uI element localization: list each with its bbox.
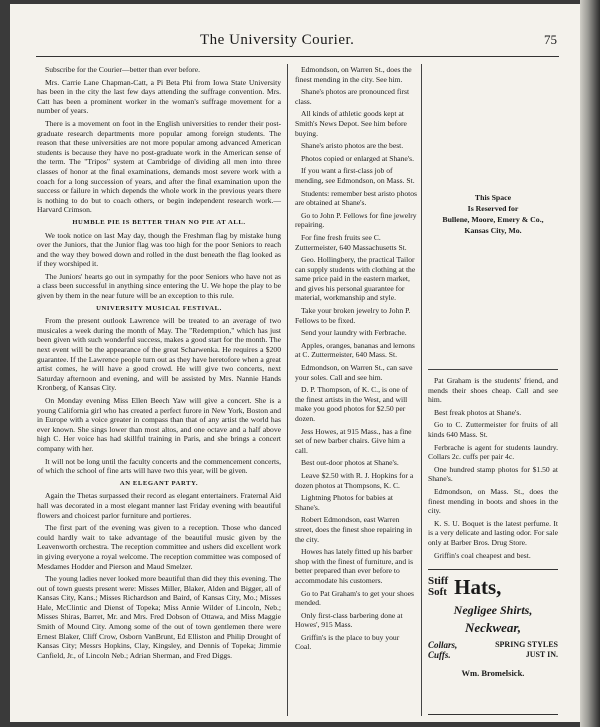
column-2-notices bbox=[295, 65, 417, 655]
notice-item: Go to John P. Fellows for fine jewelry repairing. bbox=[295, 210, 417, 230]
paragraph: Subscribe for the Courier—better than ever before. bbox=[45, 65, 200, 74]
page-edge bbox=[580, 0, 600, 727]
paragraph: We took notice on last May day, though the Freshman flag by mistake hung over the Juniors, that the Junior flag was too high for the poor Seniors to reach and the way they bowed down and rolled in the dust beneath the flag looked as if they worshiped it. bbox=[37, 230, 281, 269]
page-title: The University Courier. bbox=[200, 32, 355, 48]
paragraph: The young ladies never looked more beautiful than did they this evening. The out of town guests present were: Misses Miller, Blaker, Alden and Bigger, all of Kansas City, Kans.; Misses Richardson and Baird, of Kansas City, Mo.; Misses Hale, McClintic and Dienst of Topeka; Miss Annie Wilder of Lincoln, Neb.; Misses Shiras, Barret, Mr. and Mrs. Fred Dobson of Ottawa, and Miss Maggie Smith of Mound City. Among some of the out of town gentlemen there were Ernest Blaker, Cliff Crow, Osborn VanBrunt, Ed Elliston and Philip Drought of Kansas City; Messrs Hopkins, Clay, Kingsley, and Dennis of Topeka; Jimmie Canfield, Jr., of Lincoln Neb.; Adrian Sherman, and Fred Diggs. bbox=[37, 574, 281, 660]
notice-item: If you want a first-class job of mending, see Edmondson, on Mass. St. bbox=[295, 166, 415, 185]
paragraph: Again the Thetas surpassed their record as elegant entertainers. Fraternal Aid hall was decorated in a most elegant manner last Friday evening with beautiful flowers and choicest parlor furniture and portieres. bbox=[37, 491, 281, 520]
ad-line: Is Reserved for bbox=[467, 204, 519, 213]
section-heading: AN ELEGANT PARTY. bbox=[119, 479, 199, 487]
ad-line: Bullene, Moore, Emery & Co., bbox=[442, 215, 544, 224]
notice-item: Only first-class barbering done at Howes', 915 Mass. bbox=[295, 610, 403, 630]
page-header bbox=[10, 32, 575, 54]
page-number: 75 bbox=[544, 32, 557, 47]
notice-item: Griffin's coal cheapest and best. bbox=[434, 550, 531, 560]
ad-divider bbox=[428, 569, 558, 570]
column-divider bbox=[287, 64, 288, 716]
notice-item: Lightning Photos for babies at Shane's. bbox=[295, 493, 393, 512]
ad-collars: Collars, bbox=[428, 640, 458, 650]
notice-item: Photos copied or enlarged at Shane's. bbox=[301, 153, 415, 163]
ad-merchant-name: Wm. Bromelsick. bbox=[461, 668, 525, 678]
notice-item: Shane's photos are pronounced first class. bbox=[295, 87, 410, 106]
hats-advertisement bbox=[428, 569, 558, 709]
paragraph: On Monday evening Miss Ellen Beech Yaw will give a concert. She is a young California girl who has created a perfect furore in New York, Boston and in Europe with a voice greater in compass than that of any artist the world has ever known. She sings lower than most altos, and one octave and a half above high C. Her voice has had skillful training in Paris, and she brings a concert company with her. bbox=[37, 396, 281, 453]
notice-item: For fine fresh fruits see C. Zuttermeister, 640 Massachusetts St. bbox=[295, 232, 407, 252]
notice-item: Edmondson, on Mass. St., does the finest mending in boots and shoes in the city. bbox=[428, 486, 558, 516]
ad-spring-styles: SPRING STYLES bbox=[495, 640, 558, 649]
notice-item: Edmondson, on Warren St., can save your soles. Call and see him. bbox=[295, 363, 413, 382]
notice-item: Go to Pat Graham's to get your shoes mended. bbox=[295, 588, 414, 608]
paragraph: It will not be long until the faculty concerts and the commencement concerts, of which the school of fine arts will have two this year, will be given. bbox=[37, 456, 281, 476]
paragraph: The Juniors' hearts go out in sympathy for the poor Seniors who have not as a class been successful in anything since entering the U. We hope the play to be given by them in the near future will be an exception to this rule. bbox=[37, 271, 281, 301]
ad-divider bbox=[428, 369, 558, 370]
notice-item: One hundred stamp photos for $1.50 at Shane's. bbox=[428, 464, 558, 484]
notice-item: All kinds of athletic goods kept at Smith's News Depot. See him before buying. bbox=[295, 109, 407, 138]
ad-neckwear: Neckwear, bbox=[465, 620, 521, 635]
notice-item: Edmondson, on Warren St., does the finest mending in the city. See him. bbox=[295, 65, 412, 84]
notice-item: Jess Howes, at 915 Mass., has a fine set of new barber chairs. Give him a call. bbox=[295, 426, 412, 455]
section-heading: UNIVERSITY MUSICAL FESTIVAL. bbox=[96, 304, 222, 312]
notice-item: Pat Graham is the students' friend, and mends their shoes cheap. Call and see him. bbox=[428, 376, 558, 405]
ad-stiff: Stiff bbox=[428, 575, 449, 587]
notice-item: Leave $2.50 with R. J. Hopkins for a dozen photos at Thompsons, K. C. bbox=[295, 470, 414, 490]
notice-item: Ferbrache is agent for students laundry. Collars 2c. cuffs per pair 4c. bbox=[428, 442, 558, 462]
notice-item: Students: remember best aristo photos are obtained at Shane's. bbox=[295, 188, 417, 208]
ad-negligee: Negligee Shirts, bbox=[453, 603, 533, 617]
notice-item: Take your broken jewelry to John P. Fellows to be fixed. bbox=[295, 306, 411, 325]
ad-hats: Hats, bbox=[454, 575, 502, 599]
notice-item: Howes has lately fitted up his barber shop with the finest of furniture, and is better prepared than ever before to accommodate his customers. bbox=[295, 547, 414, 585]
ad-soft: Soft bbox=[428, 586, 447, 598]
ad-bottom-rule bbox=[428, 714, 558, 715]
notice-item: Shane's aristo photos are the best. bbox=[301, 141, 404, 151]
column-divider bbox=[421, 64, 422, 716]
reserved-ad-space bbox=[428, 174, 558, 269]
header-rule bbox=[36, 56, 559, 57]
notice-item: Robert Edmondson, east Warren street, does the finest shoe repairing in the city. bbox=[295, 515, 413, 544]
notice-item: Apples, oranges, bananas and lemons at C. Zuttermeister, 640 Mass. St. bbox=[295, 340, 415, 360]
ad-line: Kansas City, Mo. bbox=[464, 226, 522, 235]
section-heading: HUMBLE PIE IS BETTER THAN NO PIE AT ALL. bbox=[72, 218, 246, 226]
paragraph: The first part of the evening was given to a reception. Those who danced could hardly wait to take advantage of the beautiful music given by the Leavenworth orchestra. The reception committee and ushers did excellent work in giving everyone a royal welcome. The reception committee was composed of Mesdames Hodder and Pierson and Maud Smelzer. bbox=[37, 523, 281, 571]
newspaper-page bbox=[10, 4, 580, 722]
notice-item: Geo. Hollingbery, the practical Tailor can supply students with clothing at the same price paid in the eastern market, and gives his personal guarantee for material, workmanship and style. bbox=[295, 255, 416, 303]
notice-item: Best out-door photos at Shane's. bbox=[301, 458, 399, 468]
ad-line: This Space bbox=[474, 193, 512, 202]
notice-item: Go to C. Zuttermeister for fruits of all kinds 640 Mass. St. bbox=[428, 420, 558, 439]
notice-item: Griffin's is the place to buy your Coal. bbox=[295, 632, 400, 652]
notice-item: Best freak photos at Shane's. bbox=[434, 407, 522, 417]
notice-item: Send your laundry with Ferbrache. bbox=[301, 328, 407, 338]
ad-just-in: JUST IN. bbox=[525, 650, 558, 659]
column-3-notices bbox=[428, 376, 558, 563]
ad-cuffs: Cuffs. bbox=[428, 650, 451, 660]
paragraph: Mrs. Carrie Lane Chapman-Catt, a Pi Beta Phi from Iowa State University has been in the city the last few days attending the suffrage convention. Mrs. Catt has been a prominent worker in the woman's suffrage movement for a number of years. bbox=[37, 77, 281, 116]
paragraph: From the present outlook Lawrence will be treated to an average of two musicales a week during the month of May. The "Redemption," which has just been given with such wonderful success, makes a good start for the month. The next event will be the appearance of the great Scharwenka. He requires a $200 guarantee. If the Lawrence people turn out as they have heretofore when a great artist comes, he will have a good crowd. He will give two concerts, next Saturday afternoon and evening, and will be assisted by Mrs. Nannie Hands Kronberg, of Kansas City. bbox=[37, 316, 281, 393]
notice-item: K. S. U. Boquet is the latest perfume. It is a very delicate and lasting odor. For sale only at Barber Bros. Drug Store. bbox=[428, 518, 558, 547]
notice-item: D. P. Thompson, of K. C., is one of the finest artists in the West, and will make you good photos for $2.50 per dozen. bbox=[295, 385, 409, 423]
paragraph: There is a movement on foot in the English universities to render their post-graduate research departments more popular among foreign students. The reason that these universities are not more popular among advanced American students is because they have no post-graduate work in the American sense of the term. The "Tripos" system at Cambridge of dividing all men into three classes of honor at the final examinations, demands most severe work with a coach for a long succession of years, and after the final examination upon the success or failure in which depends the whole work in the previous years there is nothing to do but to coach others, or begin independent research work.—Harvard Crimson. bbox=[37, 118, 281, 215]
column-1 bbox=[37, 65, 281, 663]
